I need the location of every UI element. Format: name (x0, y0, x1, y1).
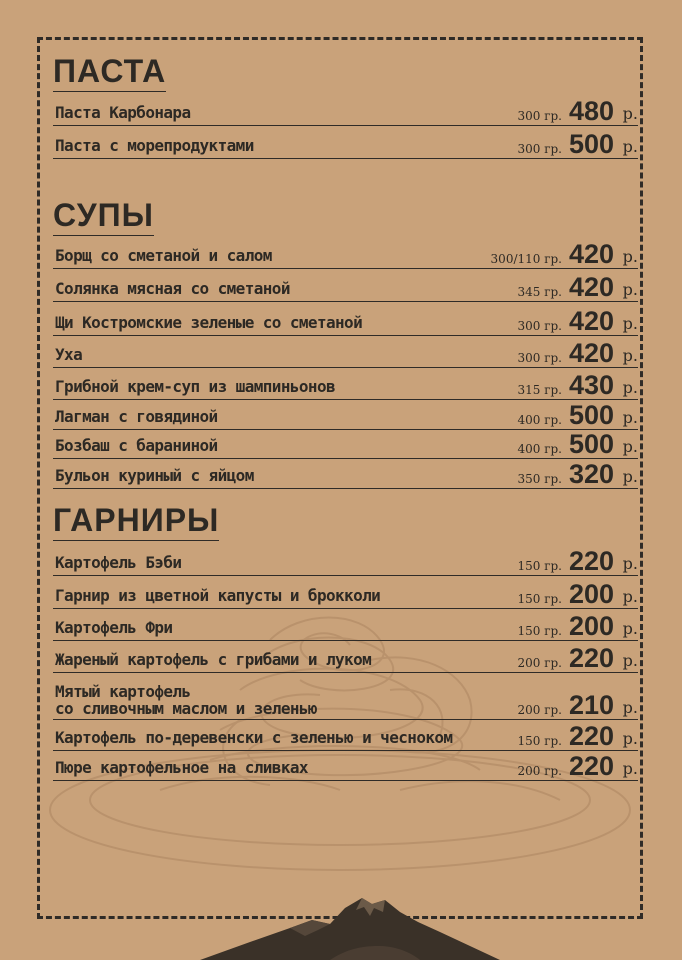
item-weight: 150 гр. (517, 592, 562, 606)
item-name: Картофель Фри (55, 618, 173, 637)
item-currency: р. (622, 378, 638, 397)
menu-item (53, 643, 638, 673)
item-weight: 400 гр. (517, 413, 562, 427)
item-weight: 300 гр. (517, 319, 562, 333)
menu-item (53, 431, 638, 459)
section-title-soups: СУПЫ (53, 199, 154, 236)
menu-item (53, 460, 638, 489)
item-price: 210 (568, 690, 614, 720)
item-price: 500 (568, 400, 614, 430)
menu-item (53, 127, 638, 159)
item-currency: р. (622, 698, 638, 717)
section-title-pasta: ПАСТА (53, 55, 166, 92)
item-weight: 400 гр. (517, 442, 562, 456)
item-price: 220 (568, 721, 614, 751)
item-currency: р. (622, 247, 638, 266)
item-weight: 150 гр. (517, 559, 562, 573)
item-name: Картофель по-деревенски с зеленью и чесноком (55, 728, 453, 747)
menu-item (53, 240, 638, 269)
item-currency: р. (622, 651, 638, 670)
item-price: 220 (568, 751, 614, 781)
item-price: 220 (568, 643, 614, 673)
item-price: 200 (568, 579, 614, 609)
item-currency: р. (622, 137, 638, 156)
item-weight: 300 гр. (517, 109, 562, 123)
menu-item (53, 272, 638, 302)
item-price: 420 (568, 306, 614, 336)
item-price: 500 (568, 129, 614, 159)
menu-item (53, 402, 638, 430)
item-price: 220 (568, 546, 614, 576)
item-price: 480 (568, 96, 614, 126)
item-name: Уха (55, 345, 83, 364)
menu-item (53, 610, 638, 641)
item-name: Лагман с говядиной (55, 407, 218, 426)
item-currency: р. (622, 759, 638, 778)
menu-item (53, 752, 638, 781)
item-name: Картофель Бэби (55, 553, 182, 572)
item-weight: 200 гр. (517, 656, 562, 670)
item-price: 430 (568, 370, 614, 400)
menu-item (53, 675, 638, 720)
item-weight: 345 гр. (517, 285, 562, 299)
menu-item (53, 95, 638, 126)
item-weight: 200 гр. (517, 703, 562, 717)
item-name: Грибной крем-суп из шампиньонов (55, 377, 336, 396)
item-currency: р. (622, 437, 638, 456)
item-currency: р. (622, 314, 638, 333)
item-name: Гарнир из цветной капусты и брокколи (55, 586, 381, 605)
item-name: Паста с морепродуктами (55, 136, 254, 155)
item-name: Пюре картофельное на сливках (55, 758, 308, 777)
item-price: 200 (568, 611, 614, 641)
item-currency: р. (622, 729, 638, 748)
menu-item (53, 545, 638, 576)
item-name: Мятый картофель со сливочным маслом и зеленью (55, 682, 317, 718)
mountain-decoration (0, 880, 682, 960)
item-currency: р. (622, 408, 638, 427)
section-title-sides: ГАРНИРЫ (53, 504, 219, 541)
item-currency: р. (622, 104, 638, 123)
item-weight: 315 гр. (517, 383, 562, 397)
item-currency: р. (622, 467, 638, 486)
item-weight: 150 гр. (517, 624, 562, 638)
item-weight: 300 гр. (517, 142, 562, 156)
item-name: Жареный картофель с грибами и луком (55, 650, 372, 669)
item-weight: 300 гр. (517, 351, 562, 365)
item-price: 320 (568, 459, 614, 489)
item-weight: 350 гр. (517, 472, 562, 486)
item-weight: 300/110 гр. (490, 252, 562, 266)
menu-item (53, 371, 638, 400)
menu-item (53, 338, 638, 368)
item-price: 420 (568, 239, 614, 269)
item-price: 500 (568, 429, 614, 459)
item-name: Бозбаш с бараниной (55, 436, 218, 455)
item-currency: р. (622, 587, 638, 606)
menu-item (53, 578, 638, 609)
item-name: Борщ со сметаной и салом (55, 246, 272, 265)
item-price: 420 (568, 272, 614, 302)
menu-item (53, 305, 638, 336)
item-name: Щи Костромские зеленые со сметаной (55, 313, 363, 332)
item-name: Паста Карбонара (55, 103, 191, 122)
item-currency: р. (622, 346, 638, 365)
item-name: Солянка мясная со сметаной (55, 279, 290, 298)
item-currency: р. (622, 619, 638, 638)
item-currency: р. (622, 554, 638, 573)
item-price: 420 (568, 338, 614, 368)
menu-item (53, 722, 638, 751)
item-name: Бульон куриный с яйцом (55, 466, 254, 485)
item-weight: 200 гр. (517, 764, 562, 778)
item-currency: р. (622, 280, 638, 299)
item-weight: 150 гр. (517, 734, 562, 748)
